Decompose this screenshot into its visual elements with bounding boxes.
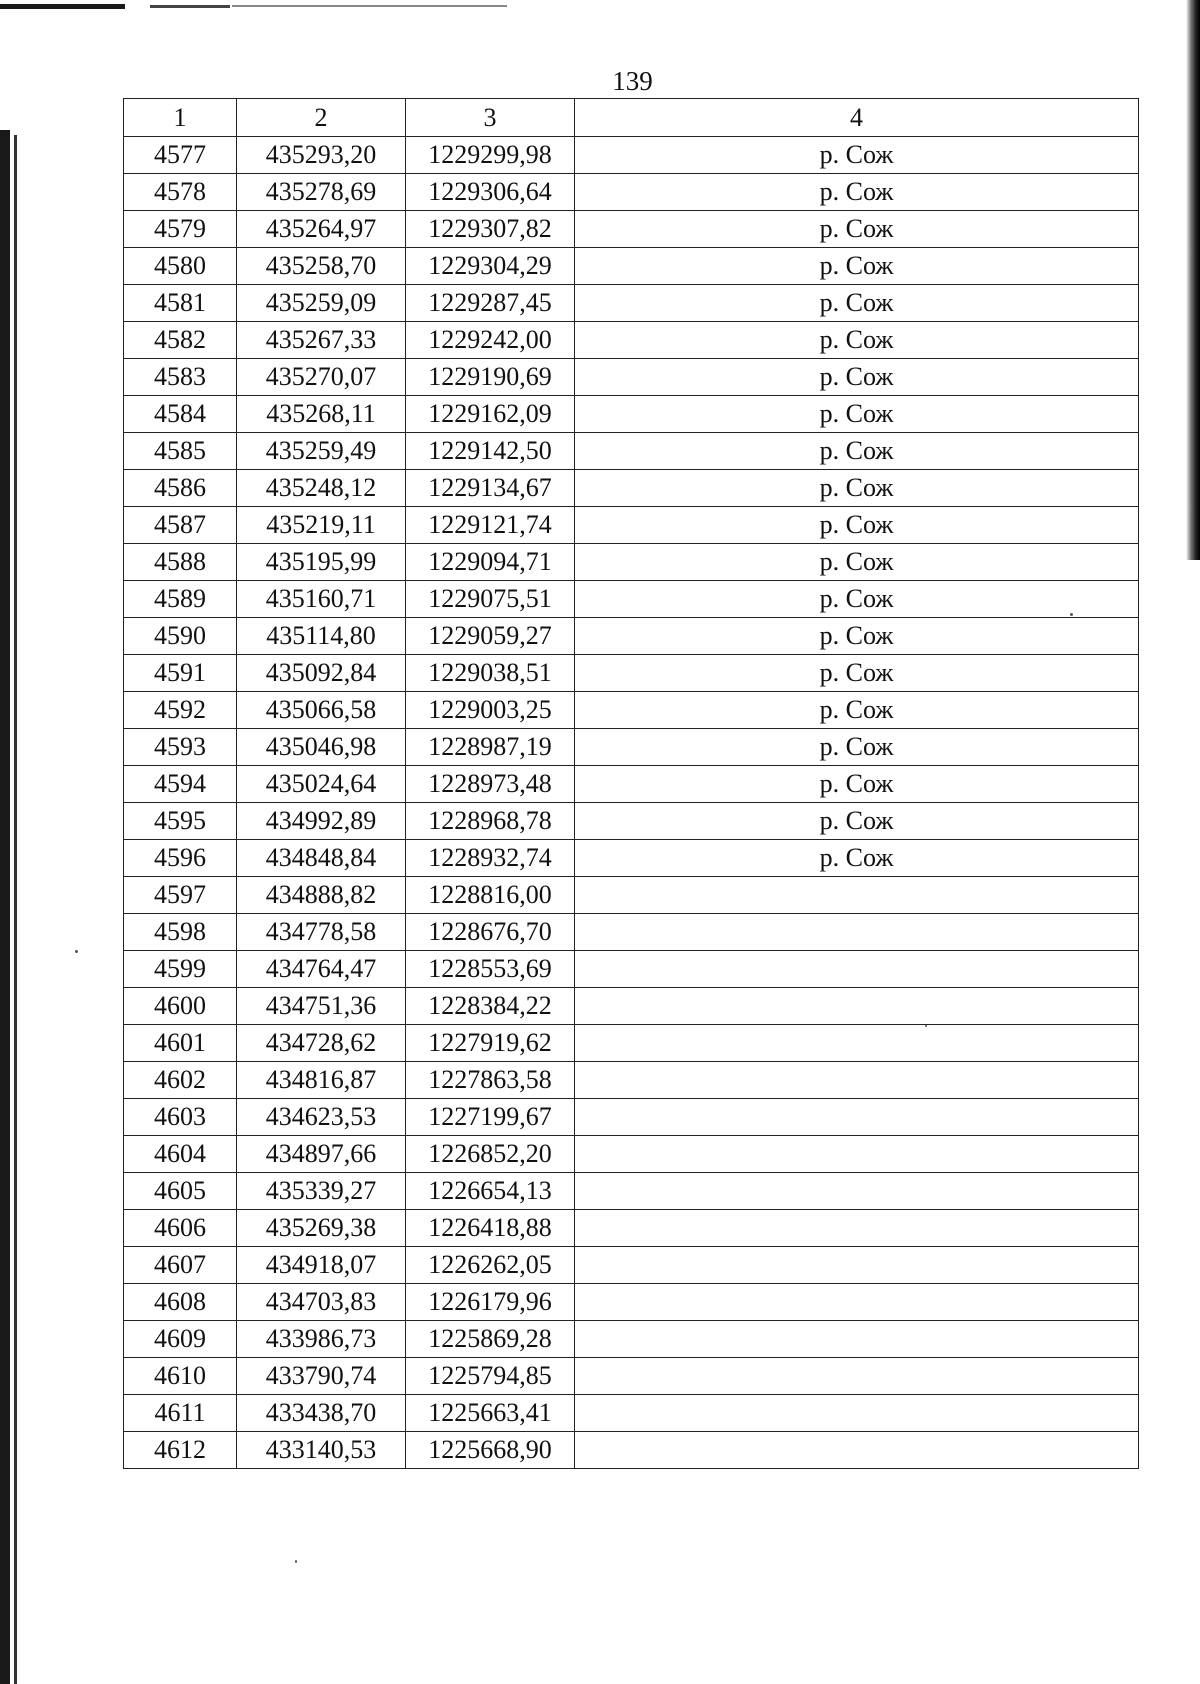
table-row [124, 137, 1139, 174]
page-number: 139 [612, 66, 653, 96]
y-coordinate-cell: 1229242,00 [406, 322, 575, 359]
table-row [124, 470, 1139, 507]
y-coordinate-cell: 1227919,62 [406, 1025, 575, 1062]
y-coordinate-cell: 1229307,82 [406, 211, 575, 248]
x-coordinate-cell: 434703,83 [237, 1284, 406, 1321]
point-number-cell: 4581 [124, 285, 237, 322]
point-number-cell: 4604 [124, 1136, 237, 1173]
point-number-cell: 4609 [124, 1321, 237, 1358]
x-coordinate-cell: 435278,69 [237, 174, 406, 211]
x-coordinate-cell: 434623,53 [237, 1099, 406, 1136]
y-coordinate-cell: 1229038,51 [406, 655, 575, 692]
x-coordinate-cell: 434888,82 [237, 877, 406, 914]
table-row [124, 951, 1139, 988]
point-number-cell: 4586 [124, 470, 237, 507]
description-cell: р. Сож [575, 211, 1139, 248]
x-coordinate-cell: 435270,07 [237, 359, 406, 396]
table-row [124, 1136, 1139, 1173]
x-coordinate-cell: 433986,73 [237, 1321, 406, 1358]
point-number-cell: 4601 [124, 1025, 237, 1062]
point-number-cell: 4600 [124, 988, 237, 1025]
column-header: 4 [575, 99, 1139, 137]
y-coordinate-cell: 1229134,67 [406, 470, 575, 507]
x-coordinate-cell: 435264,97 [237, 211, 406, 248]
y-coordinate-cell: 1225869,28 [406, 1321, 575, 1358]
point-number-cell: 4584 [124, 396, 237, 433]
point-number-cell: 4595 [124, 803, 237, 840]
y-coordinate-cell: 1227863,58 [406, 1062, 575, 1099]
table-row [124, 1062, 1139, 1099]
x-coordinate-cell: 435248,12 [237, 470, 406, 507]
point-number-cell: 4585 [124, 433, 237, 470]
x-coordinate-cell: 434897,66 [237, 1136, 406, 1173]
y-coordinate-cell: 1226262,05 [406, 1247, 575, 1284]
point-number-cell: 4599 [124, 951, 237, 988]
table-row [124, 692, 1139, 729]
table-row [124, 581, 1139, 618]
x-coordinate-cell: 434728,62 [237, 1025, 406, 1062]
y-coordinate-cell: 1229142,50 [406, 433, 575, 470]
point-number-cell: 4589 [124, 581, 237, 618]
description-cell: р. Сож [575, 174, 1139, 211]
point-number-cell: 4578 [124, 174, 237, 211]
table-row [124, 1432, 1139, 1469]
y-coordinate-cell: 1229299,98 [406, 137, 575, 174]
table-row [124, 322, 1139, 359]
x-coordinate-cell: 434751,36 [237, 988, 406, 1025]
table-row [124, 1210, 1139, 1247]
x-coordinate-cell: 435267,33 [237, 322, 406, 359]
y-coordinate-cell: 1226852,20 [406, 1136, 575, 1173]
table-row [124, 1025, 1139, 1062]
point-number-cell: 4577 [124, 137, 237, 174]
x-coordinate-cell: 435219,11 [237, 507, 406, 544]
x-coordinate-cell: 434848,84 [237, 840, 406, 877]
description-cell: р. Сож [575, 433, 1139, 470]
y-coordinate-cell: 1228987,19 [406, 729, 575, 766]
y-coordinate-cell: 1228973,48 [406, 766, 575, 803]
description-cell: р. Сож [575, 618, 1139, 655]
x-coordinate-cell: 435293,20 [237, 137, 406, 174]
point-number-cell: 4610 [124, 1358, 237, 1395]
description-cell [575, 1321, 1139, 1358]
x-coordinate-cell: 434778,58 [237, 914, 406, 951]
y-coordinate-cell: 1225794,85 [406, 1358, 575, 1395]
table-row [124, 396, 1139, 433]
description-cell [575, 1136, 1139, 1173]
table-row [124, 544, 1139, 581]
description-cell [575, 914, 1139, 951]
table-row [124, 1321, 1139, 1358]
x-coordinate-cell: 434992,89 [237, 803, 406, 840]
x-coordinate-cell: 435258,70 [237, 248, 406, 285]
table-row [124, 618, 1139, 655]
point-number-cell: 4590 [124, 618, 237, 655]
x-coordinate-cell: 435259,09 [237, 285, 406, 322]
table-row [124, 174, 1139, 211]
table-row [124, 211, 1139, 248]
y-coordinate-cell: 1228932,74 [406, 840, 575, 877]
description-cell [575, 1025, 1139, 1062]
y-coordinate-cell: 1228553,69 [406, 951, 575, 988]
description-cell [575, 1432, 1139, 1469]
scan-edge-mark [150, 5, 230, 8]
table-row [124, 285, 1139, 322]
description-cell: р. Сож [575, 248, 1139, 285]
point-number-cell: 4611 [124, 1395, 237, 1432]
y-coordinate-cell: 1228676,70 [406, 914, 575, 951]
table-row [124, 729, 1139, 766]
x-coordinate-cell: 435092,84 [237, 655, 406, 692]
y-coordinate-cell: 1226654,13 [406, 1173, 575, 1210]
point-number-cell: 4591 [124, 655, 237, 692]
scan-speck [75, 950, 78, 953]
point-number-cell: 4603 [124, 1099, 237, 1136]
y-coordinate-cell: 1228816,00 [406, 877, 575, 914]
scan-edge-mark [232, 5, 507, 7]
x-coordinate-cell: 435339,27 [237, 1173, 406, 1210]
point-number-cell: 4588 [124, 544, 237, 581]
description-cell [575, 1099, 1139, 1136]
table-row [124, 1099, 1139, 1136]
y-coordinate-cell: 1226418,88 [406, 1210, 575, 1247]
x-coordinate-cell: 435268,11 [237, 396, 406, 433]
table-row [124, 1395, 1139, 1432]
table-row [124, 248, 1139, 285]
point-number-cell: 4605 [124, 1173, 237, 1210]
description-cell: р. Сож [575, 803, 1139, 840]
table-row [124, 1173, 1139, 1210]
scan-speck [295, 1560, 297, 1563]
point-number-cell: 4596 [124, 840, 237, 877]
table-row [124, 655, 1139, 692]
y-coordinate-cell: 1229059,27 [406, 618, 575, 655]
x-coordinate-cell: 435066,58 [237, 692, 406, 729]
x-coordinate-cell: 435160,71 [237, 581, 406, 618]
x-coordinate-cell: 435114,80 [237, 618, 406, 655]
x-coordinate-cell: 435269,38 [237, 1210, 406, 1247]
table-row [124, 988, 1139, 1025]
description-cell: р. Сож [575, 322, 1139, 359]
y-coordinate-cell: 1229306,64 [406, 174, 575, 211]
y-coordinate-cell: 1226179,96 [406, 1284, 575, 1321]
description-cell: р. Сож [575, 137, 1139, 174]
description-cell: р. Сож [575, 766, 1139, 803]
y-coordinate-cell: 1227199,67 [406, 1099, 575, 1136]
description-cell [575, 1062, 1139, 1099]
description-cell [575, 988, 1139, 1025]
table-body [124, 137, 1139, 1469]
y-coordinate-cell: 1228384,22 [406, 988, 575, 1025]
point-number-cell: 4587 [124, 507, 237, 544]
scan-edge-mark [0, 4, 125, 9]
point-number-cell: 4612 [124, 1432, 237, 1469]
x-coordinate-cell: 433438,70 [237, 1395, 406, 1432]
table-header-row [124, 99, 1139, 137]
y-coordinate-cell: 1229304,29 [406, 248, 575, 285]
y-coordinate-cell: 1229121,74 [406, 507, 575, 544]
column-header: 3 [406, 99, 575, 137]
y-coordinate-cell: 1229003,25 [406, 692, 575, 729]
description-cell: р. Сож [575, 285, 1139, 322]
description-cell [575, 951, 1139, 988]
table-row [124, 1247, 1139, 1284]
x-coordinate-cell: 433140,53 [237, 1432, 406, 1469]
x-coordinate-cell: 434918,07 [237, 1247, 406, 1284]
x-coordinate-cell: 435046,98 [237, 729, 406, 766]
y-coordinate-cell: 1229162,09 [406, 396, 575, 433]
description-cell: р. Сож [575, 692, 1139, 729]
description-cell: р. Сож [575, 396, 1139, 433]
point-number-cell: 4597 [124, 877, 237, 914]
y-coordinate-cell: 1229075,51 [406, 581, 575, 618]
description-cell [575, 1395, 1139, 1432]
point-number-cell: 4583 [124, 359, 237, 396]
column-header: 1 [124, 99, 237, 137]
x-coordinate-cell: 434816,87 [237, 1062, 406, 1099]
point-number-cell: 4594 [124, 766, 237, 803]
x-coordinate-cell: 435195,99 [237, 544, 406, 581]
y-coordinate-cell: 1225668,90 [406, 1432, 575, 1469]
y-coordinate-cell: 1229287,45 [406, 285, 575, 322]
point-number-cell: 4580 [124, 248, 237, 285]
table-row [124, 803, 1139, 840]
x-coordinate-cell: 433790,74 [237, 1358, 406, 1395]
description-cell: р. Сож [575, 507, 1139, 544]
point-number-cell: 4607 [124, 1247, 237, 1284]
x-coordinate-cell: 435259,49 [237, 433, 406, 470]
point-number-cell: 4593 [124, 729, 237, 766]
scan-edge-shadow [0, 130, 10, 1684]
point-number-cell: 4592 [124, 692, 237, 729]
point-number-cell: 4598 [124, 914, 237, 951]
description-cell [575, 1284, 1139, 1321]
description-cell: р. Сож [575, 729, 1139, 766]
table-row [124, 840, 1139, 877]
table-row [124, 1284, 1139, 1321]
point-number-cell: 4582 [124, 322, 237, 359]
description-cell: р. Сож [575, 655, 1139, 692]
table-row [124, 507, 1139, 544]
scan-edge-shadow [14, 135, 17, 1684]
table-row [124, 433, 1139, 470]
description-cell: р. Сож [575, 544, 1139, 581]
table-row [124, 877, 1139, 914]
description-cell [575, 1173, 1139, 1210]
x-coordinate-cell: 435024,64 [237, 766, 406, 803]
table-row [124, 359, 1139, 396]
column-header: 2 [237, 99, 406, 137]
table-row [124, 766, 1139, 803]
description-cell: р. Сож [575, 470, 1139, 507]
point-number-cell: 4602 [124, 1062, 237, 1099]
point-number-cell: 4579 [124, 211, 237, 248]
y-coordinate-cell: 1229190,69 [406, 359, 575, 396]
point-number-cell: 4608 [124, 1284, 237, 1321]
description-cell [575, 1210, 1139, 1247]
x-coordinate-cell: 434764,47 [237, 951, 406, 988]
description-cell [575, 877, 1139, 914]
table-row [124, 914, 1139, 951]
description-cell [575, 1358, 1139, 1395]
point-number-cell: 4606 [124, 1210, 237, 1247]
table-row [124, 1358, 1139, 1395]
y-coordinate-cell: 1229094,71 [406, 544, 575, 581]
y-coordinate-cell: 1228968,78 [406, 803, 575, 840]
description-cell: р. Сож [575, 359, 1139, 396]
description-cell: р. Сож [575, 581, 1139, 618]
y-coordinate-cell: 1225663,41 [406, 1395, 575, 1432]
description-cell: р. Сож [575, 840, 1139, 877]
coordinates-table [123, 98, 1139, 1469]
description-cell [575, 1247, 1139, 1284]
